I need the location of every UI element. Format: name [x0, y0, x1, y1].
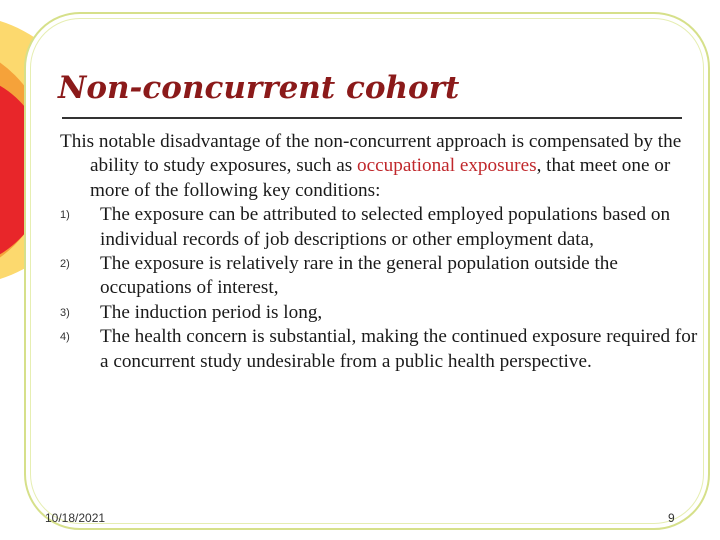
list-item — [60, 301, 700, 325]
intro-text-end: , that meet one or more of the following key conditions: — [90, 155, 671, 201]
list-item-text: The exposure can be attributed to selected employed populations based on individual records of job descriptions or other employment data, — [100, 204, 671, 250]
list-item-text: The health concern is substantial, making the continued exposure required for a concurrent study undesirable from a public health perspective. — [100, 326, 698, 372]
list-item — [60, 325, 700, 374]
list-number: 2) — [60, 258, 70, 271]
intro-paragraph — [60, 130, 700, 203]
intro-text: This notable disadvantage of the non-concurrent approach is compensated by the ability to study exposures, such as — [60, 131, 682, 177]
page-number: 9 — [668, 511, 675, 525]
slide-title: Non-concurrent cohort — [58, 70, 460, 106]
conditions-list — [60, 203, 700, 374]
list-item — [60, 203, 700, 252]
footer-date: 10/18/2021 — [45, 511, 106, 525]
list-number: 1) — [60, 209, 70, 222]
list-item — [60, 252, 700, 301]
title-underline — [62, 117, 682, 119]
list-number: 3) — [60, 306, 70, 319]
intro-highlight: occupational exposures — [357, 155, 537, 177]
list-number: 4) — [60, 331, 70, 344]
list-item-text: The exposure is relatively rare in the general population outside the occupations of interest, — [100, 253, 618, 299]
slide-body — [60, 130, 700, 374]
list-item-text: The induction period is long, — [100, 301, 323, 323]
